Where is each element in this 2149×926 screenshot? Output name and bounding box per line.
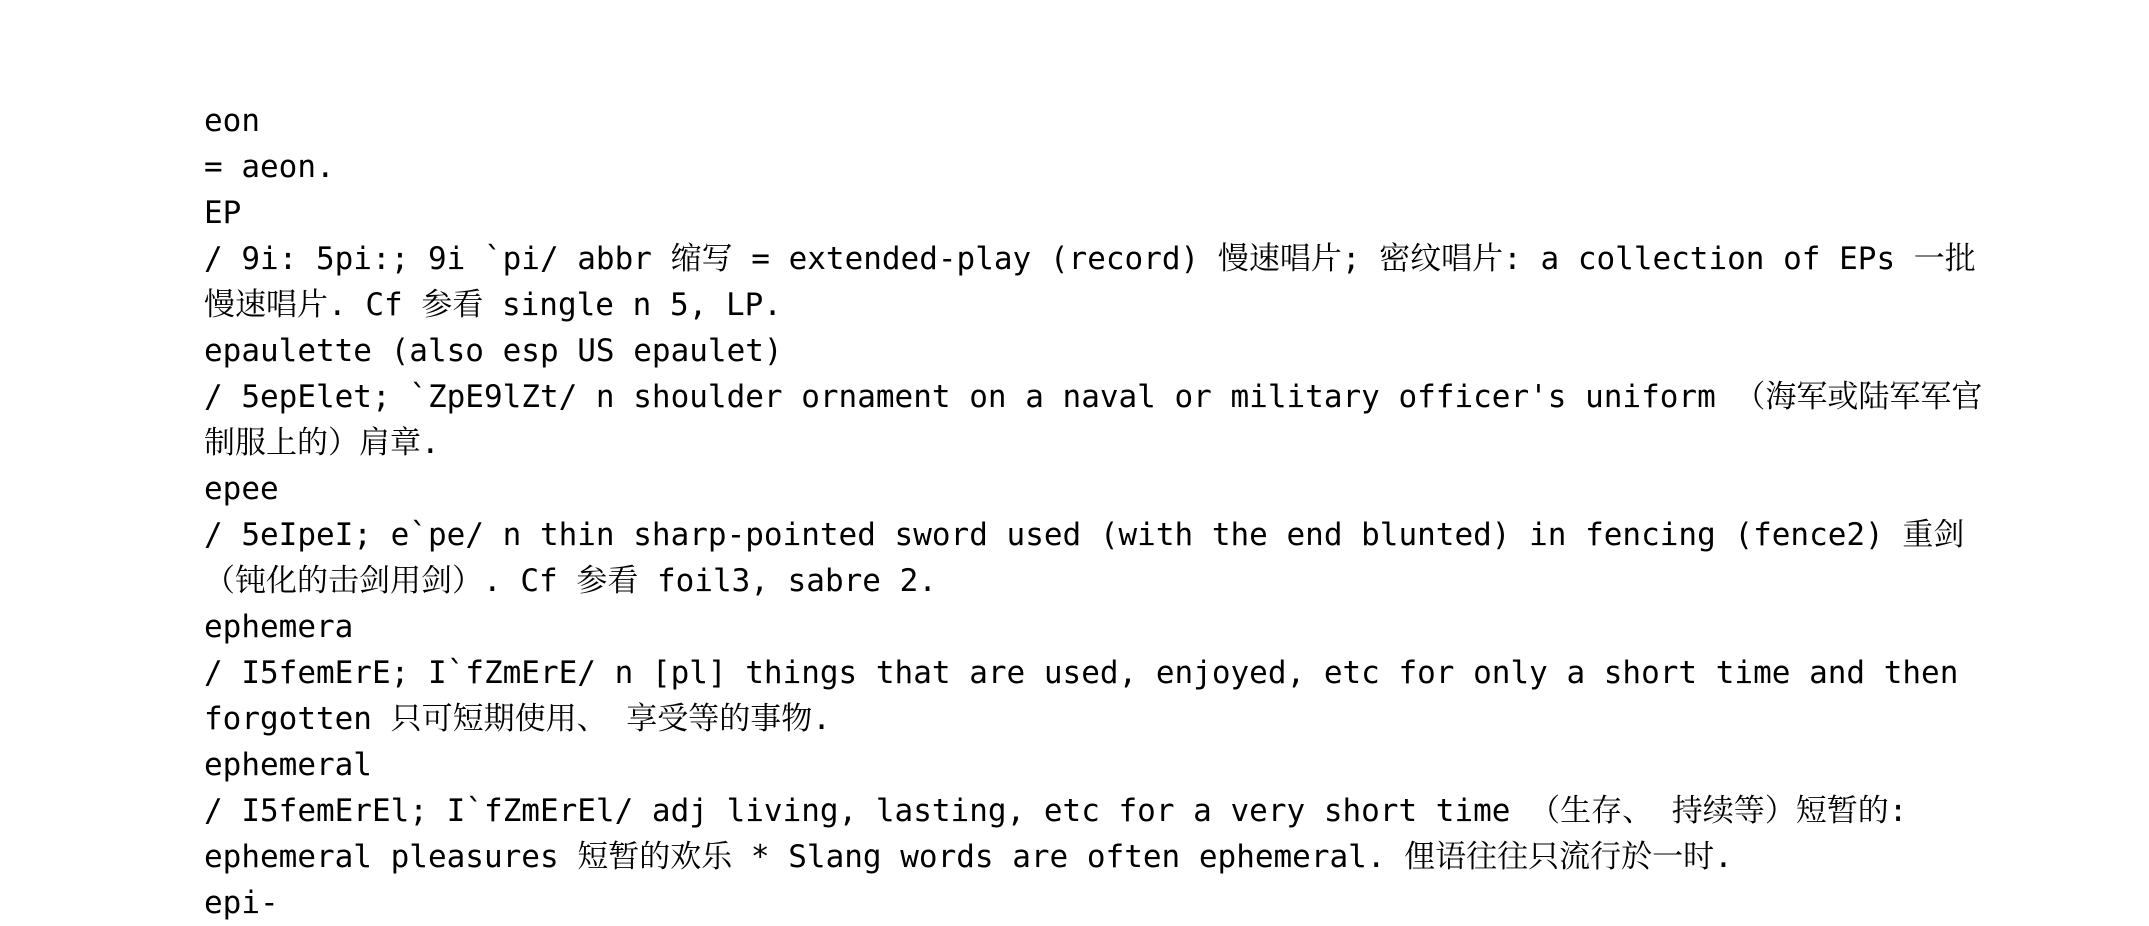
entry-headword: ephemera xyxy=(204,609,354,645)
dictionary-text-column xyxy=(204,98,2004,921)
dictionary-entry xyxy=(204,190,2004,328)
entry-headword: ephemeral xyxy=(204,747,372,783)
entry-body: / 9i: 5pi:; 9i `pi/ abbr 缩写 = extended-play (record) 慢速唱片; 密纹唱片: a collection of EPs 一批慢速唱片. Cf 参看 single n 5, LP. xyxy=(204,241,1976,323)
entry-headword: eon xyxy=(204,103,260,139)
entry-body: / I5femErEl; I`fZmErEl/ adj living, lasting, etc for a very short time （生存、 持续等）短暂的: ephemeral pleasures 短暂的欢乐 * Slang words are often ephemeral. 俚语往往只流行於一时. xyxy=(204,793,1927,875)
dictionary-entry xyxy=(204,604,2004,742)
dictionary-entry xyxy=(204,742,2004,880)
partial-next-line: epi- xyxy=(204,885,279,921)
dictionary-entry xyxy=(204,328,2004,466)
entry-headword: EP xyxy=(204,195,242,231)
entry-body: / I5femErE; I`fZmErE/ n [pl] things that are used, enjoyed, etc for only a short time and then forgotten 只可短期使用、 享受等的事物. xyxy=(204,655,1978,737)
dictionary-entry xyxy=(204,466,2004,604)
entry-body: = aeon. xyxy=(204,149,335,185)
entry-body: / 5epElet; `ZpE9lZt/ n shoulder ornament on a naval or military officer's uniform （海军或陆军军官制服上的）肩章. xyxy=(204,379,1983,461)
entry-headword: epaulette (also esp US epaulet) xyxy=(204,333,783,369)
entry-headword: epee xyxy=(204,471,279,507)
dictionary-entry xyxy=(204,98,2004,190)
entry-body: / 5eIpeI; e`pe/ n thin sharp-pointed sword used (with the end blunted) in fencing (fence2) 重剑（钝化的击剑用剑）. Cf 参看 foil3, sabre 2. xyxy=(204,517,1965,599)
